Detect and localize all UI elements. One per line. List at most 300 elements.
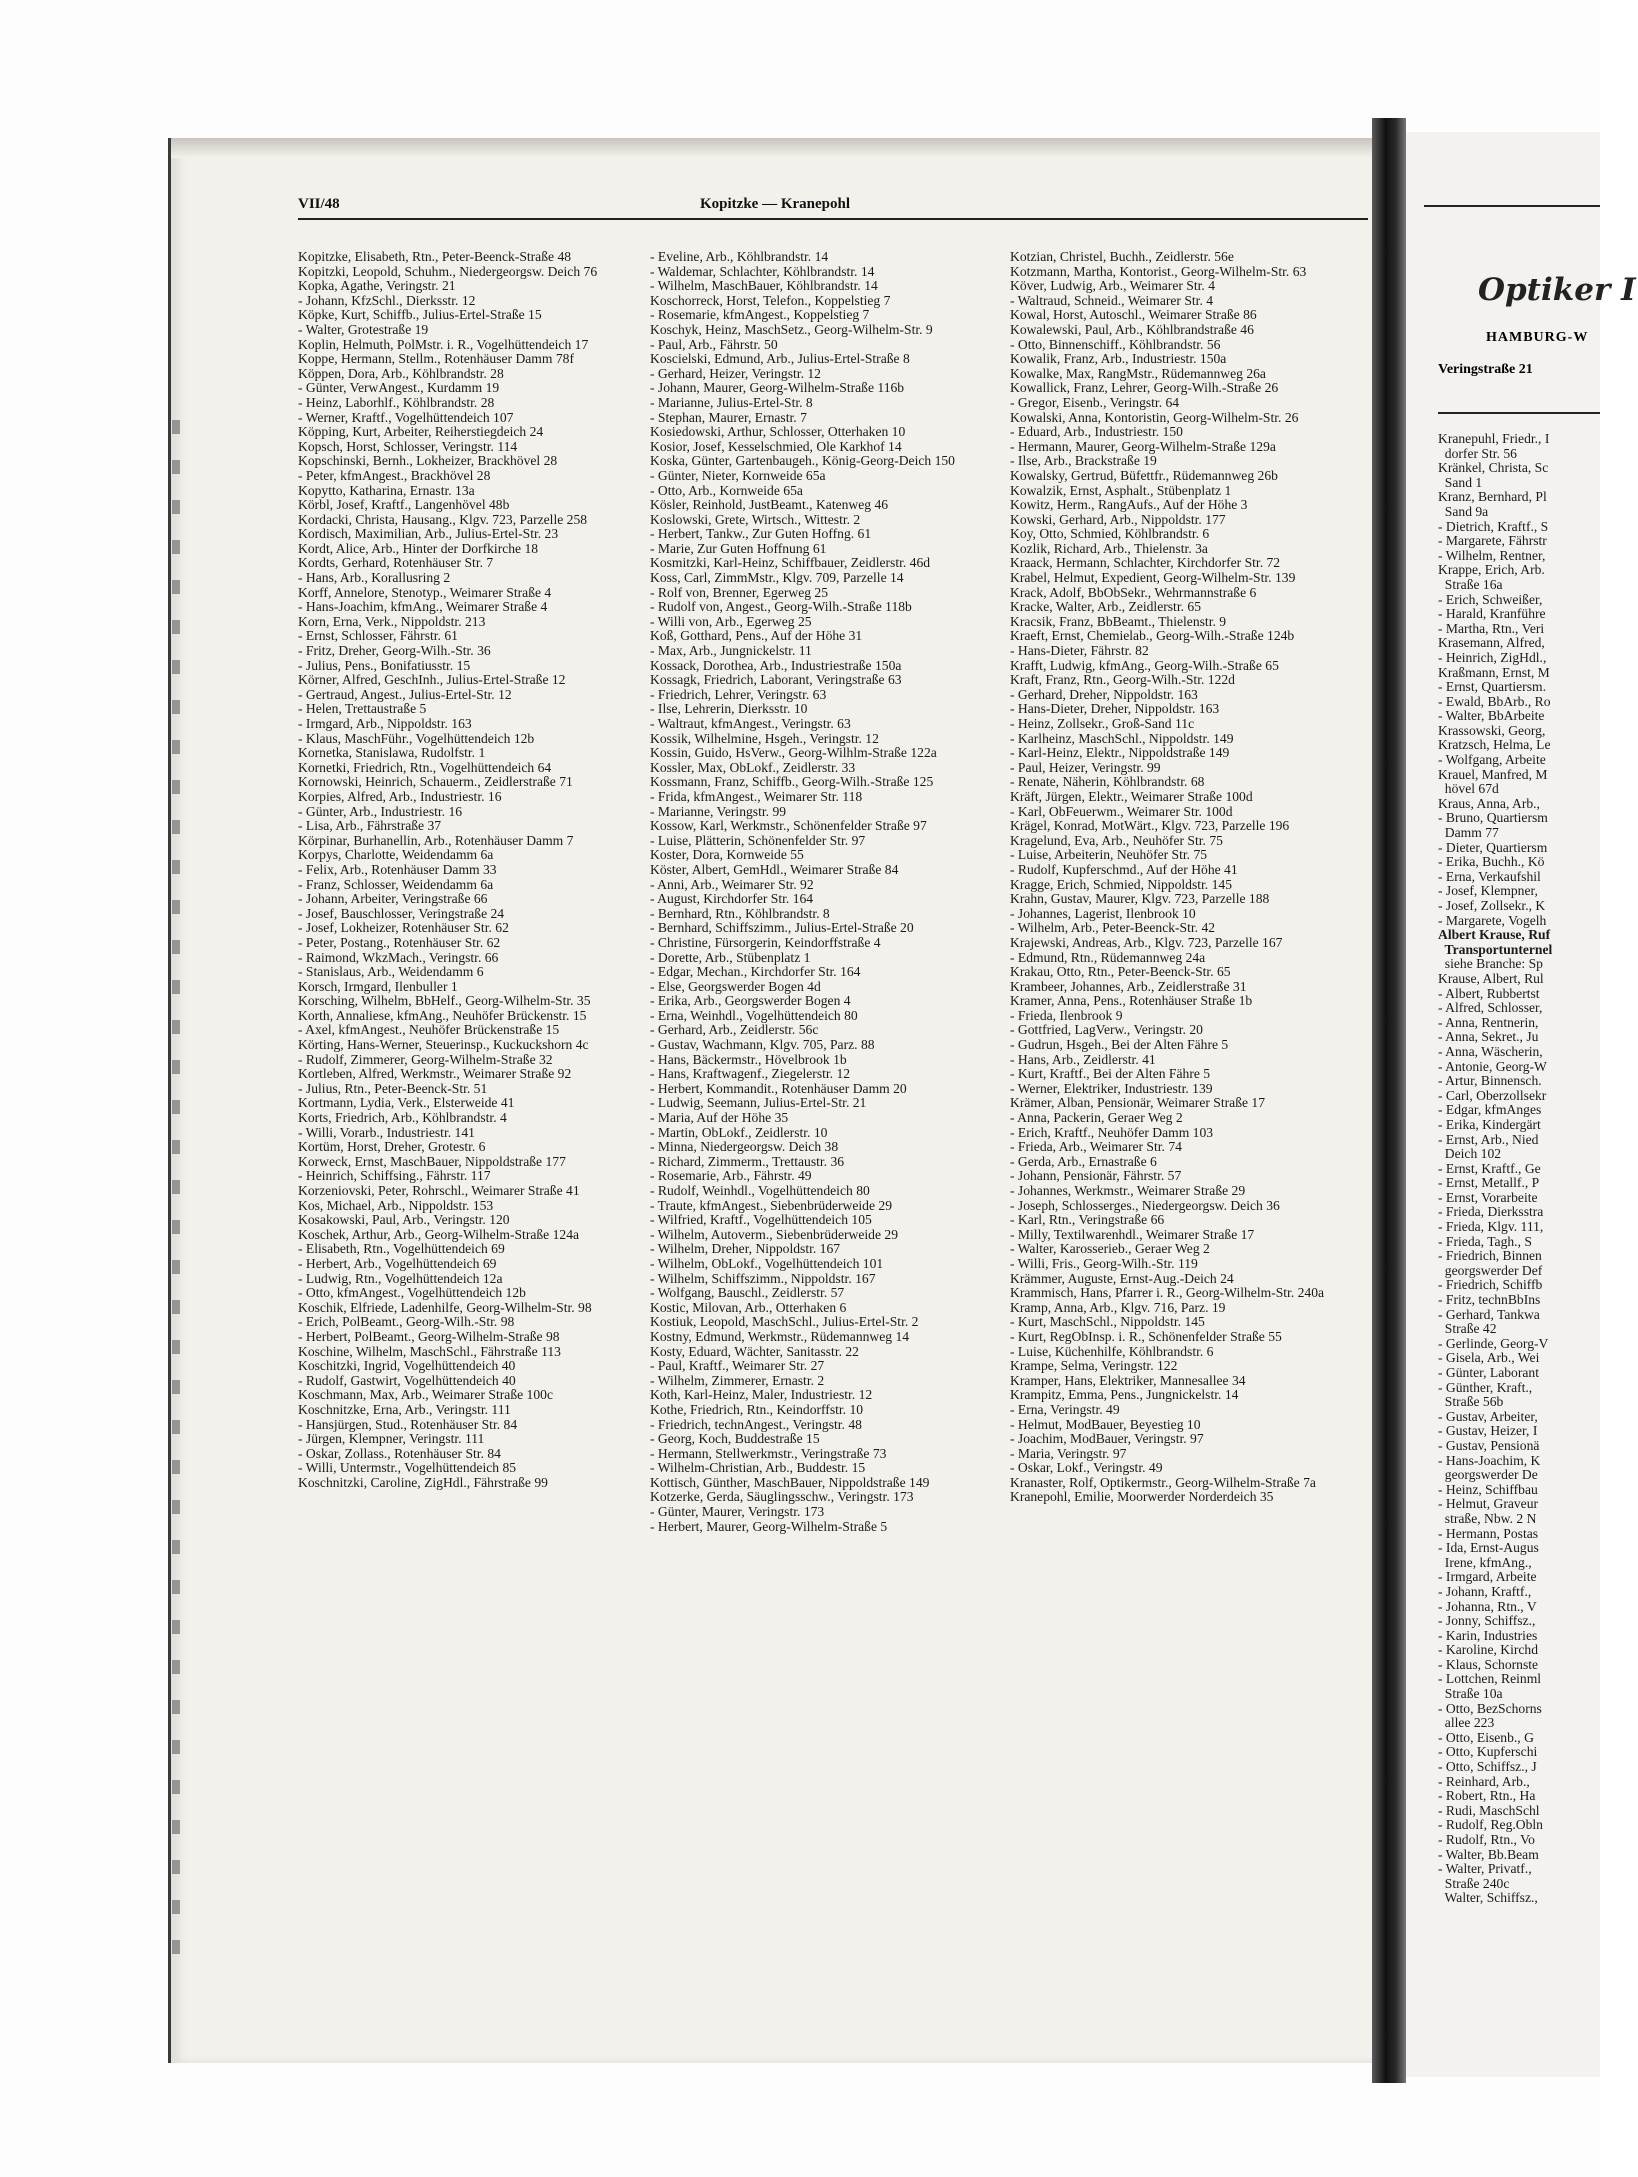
right-page-entry: - Otto, Kupferschi bbox=[1438, 1744, 1538, 1760]
directory-entry: - Luise, Arbeiterin, Neuhöfer Str. 75 bbox=[1010, 847, 1208, 863]
directory-entry: Koschyk, Heinz, MaschSetz., Georg-Wilhelm-Str. 9 bbox=[650, 321, 933, 337]
right-page-entry: Kränkel, Christa, Sc bbox=[1438, 460, 1549, 476]
directory-entry: - Wolfgang, Bauschl., Zeidlerstr. 57 bbox=[650, 1285, 845, 1301]
right-page-entry: - Wolfgang, Arbeite bbox=[1438, 752, 1546, 768]
right-page-entry: - Klaus, Schornste bbox=[1438, 1656, 1539, 1672]
right-page-entry: - Erna, Verkaufshil bbox=[1438, 868, 1541, 884]
directory-entry: - Hans-Dieter, Fährstr. 82 bbox=[1010, 643, 1149, 659]
directory-entry: Krambeer, Johannes, Arb., Zeidlerstraße 31 bbox=[1010, 978, 1247, 994]
directory-entry: - Stephan, Maurer, Ernastr. 7 bbox=[650, 409, 807, 425]
book-gutter bbox=[1372, 118, 1406, 2083]
directory-entry: Koschorreck, Horst, Telefon., Koppelstieg 7 bbox=[650, 292, 891, 308]
directory-entry: Kornetka, Stanislawa, Rudolfstr. 1 bbox=[298, 745, 486, 761]
directory-entry: Kowalsky, Gertrud, Büfettfr., Rüdemannweg 26b bbox=[1010, 467, 1278, 483]
directory-entry: - Gerhard, Heizer, Veringstr. 12 bbox=[650, 365, 821, 381]
directory-entry: - Günter, VerwAngest., Kurdamm 19 bbox=[298, 380, 500, 396]
directory-entry: - Fritz, Dreher, Georg-Wilh.-Str. 36 bbox=[298, 643, 491, 659]
optiker-ad-city: HAMBURG-W bbox=[1486, 330, 1589, 345]
right-page-entry: - Ernst, Metallf., P bbox=[1438, 1175, 1540, 1191]
directory-entry: - Wilhelm, MaschBauer, Köhlbrandstr. 14 bbox=[650, 278, 878, 294]
right-page-entry: Irene, kfmAng., bbox=[1438, 1554, 1532, 1570]
directory-entry: Körner, Alfred, GeschInh., Julius-Ertel-Straße 12 bbox=[298, 672, 566, 688]
right-page-entry: - Robert, Rtn., Ha bbox=[1438, 1788, 1536, 1804]
directory-entry: Kraft, Franz, Rtn., Georg-Wilh.-Str. 122d bbox=[1010, 672, 1235, 688]
directory-entry: Kramper, Hans, Elektriker, Mannesallee 34 bbox=[1010, 1372, 1246, 1388]
directory-entry: Kragge, Erich, Schmied, Nippoldstr. 145 bbox=[1010, 876, 1232, 892]
directory-entry: - Hans, Arb., Zeidlerstr. 41 bbox=[1010, 1051, 1156, 1067]
directory-entry: - Friedrich, Lehrer, Veringstr. 63 bbox=[650, 686, 827, 702]
directory-entry: - Marie, Zur Guten Hoffnung 61 bbox=[650, 540, 827, 556]
directory-entry: Kramp, Anna, Arb., Klgv. 716, Parz. 19 bbox=[1010, 1299, 1226, 1315]
directory-entry: Krammisch, Hans, Pfarrer i. R., Georg-Wilhelm-Str. 240a bbox=[1010, 1285, 1325, 1301]
directory-entry: Krägel, Konrad, MotWärt., Klgv. 723, Parzelle 196 bbox=[1010, 818, 1290, 834]
directory-entry: Kosior, Josef, Kesselschmied, Ole Karkhof 14 bbox=[650, 438, 902, 454]
directory-entry: Kostic, Milovan, Arb., Otterhaken 6 bbox=[650, 1299, 847, 1315]
directory-entry: - Günter, Arb., Industriestr. 16 bbox=[298, 803, 463, 819]
directory-column-3 bbox=[1010, 250, 1355, 2050]
directory-entry: - Franz, Schlosser, Weidendamm 6a bbox=[298, 876, 494, 892]
directory-entry: - Willi, Untermstr., Vogelhüttendeich 85 bbox=[298, 1460, 517, 1476]
right-page-entry: - Margarete, Vogelh bbox=[1438, 912, 1547, 928]
right-page-entry: Krause, Albert, Rul bbox=[1438, 970, 1544, 986]
directory-entry: Korpies, Alfred, Arb., Industriestr. 16 bbox=[298, 788, 502, 804]
directory-entry: - Renate, Näherin, Köhlbrandstr. 68 bbox=[1010, 774, 1205, 790]
right-page-entry: - Artur, Binnensch. bbox=[1438, 1073, 1542, 1089]
right-page-entry: Krasemann, Alfred, bbox=[1438, 635, 1545, 651]
right-page-entry: hövel 67d bbox=[1438, 781, 1499, 797]
directory-entry: Körting, Hans-Werner, Steuerinsp., Kuckuckshorn 4c bbox=[298, 1037, 589, 1053]
directory-entry: Krajewski, Andreas, Arb., Klgv. 723, Parzelle 167 bbox=[1010, 934, 1283, 950]
directory-entry: - Bernhard, Schiffszimm., Julius-Ertel-Straße 20 bbox=[650, 920, 914, 936]
directory-entry: - Traute, kfmAngest., Siebenbrüderweide 29 bbox=[650, 1197, 892, 1213]
directory-entry: Kopitzke, Elisabeth, Rtn., Peter-Beenck-Straße 48 bbox=[298, 249, 572, 264]
right-page-entry: - Irmgard, Arbeite bbox=[1438, 1569, 1537, 1585]
directory-entry: - Elisabeth, Rtn., Vogelhüttendeich 69 bbox=[298, 1241, 505, 1257]
directory-entry: - Herbert, PolBeamt., Georg-Wilhelm-Straße 98 bbox=[298, 1328, 560, 1344]
directory-entry: - Otto, Arb., Kornweide 65a bbox=[650, 482, 803, 498]
right-page-entry: - Harald, Kranführe bbox=[1438, 606, 1546, 622]
right-page-entry: - Otto, Schiffsz., J bbox=[1438, 1759, 1537, 1775]
directory-entry: Köver, Ludwig, Arb., Weimarer Str. 4 bbox=[1010, 278, 1215, 294]
right-page-entry: Albert Krause, Ruf bbox=[1438, 927, 1551, 943]
directory-entry: Koss, Carl, ZimmMstr., Klgv. 709, Parzelle 14 bbox=[650, 570, 904, 586]
directory-entry: - Hermann, Maurer, Georg-Wilhelm-Straße 129a bbox=[1010, 438, 1276, 454]
right-page-entry: - Walter, Bb.Beam bbox=[1438, 1846, 1539, 1862]
directory-entry: - Heinz, Zollsekr., Groß-Sand 11c bbox=[1010, 716, 1195, 731]
directory-entry: Kowski, Gerhard, Arb., Nippoldstr. 177 bbox=[1010, 511, 1226, 527]
right-page-entry: - Walter, BbArbeite bbox=[1438, 708, 1545, 724]
right-page-entry: - Rudolf, Rtn., Vo bbox=[1438, 1832, 1535, 1847]
directory-entry: Kossmann, Franz, Schiffb., Georg-Wilh.-Straße 125 bbox=[650, 774, 934, 790]
right-page-entry: - Anna, Sekret., Ju bbox=[1438, 1029, 1539, 1045]
directory-entry: - Friedrich, technAngest., Veringstr. 48 bbox=[650, 1416, 862, 1432]
right-page-entry: - Carl, Oberzollsekr bbox=[1438, 1087, 1547, 1103]
directory-entry: - Johann, Pensionär, Fährstr. 57 bbox=[1010, 1168, 1182, 1184]
right-page-entry: - Anna, Rentnerin, bbox=[1438, 1014, 1539, 1030]
directory-entry: Kotzerke, Gerda, Säuglingsschw., Veringstr. 173 bbox=[650, 1489, 914, 1505]
directory-entry: - Johann, Arbeiter, Veringstraße 66 bbox=[298, 891, 488, 907]
directory-entry: - Ludwig, Seemann, Julius-Ertel-Str. 21 bbox=[650, 1095, 867, 1111]
directory-entry: Köpke, Kurt, Schiffb., Julius-Ertel-Straße 15 bbox=[298, 307, 542, 323]
right-page-entry: - Ernst, Arb., Nied bbox=[1438, 1131, 1539, 1147]
directory-entry: - Marianne, Veringstr. 99 bbox=[650, 803, 787, 819]
directory-entry: Koppe, Hermann, Stellm., Rotenhäuser Damm 78f bbox=[298, 351, 574, 367]
directory-entry: - Georg, Koch, Buddestraße 15 bbox=[650, 1431, 820, 1447]
right-page-entry: Walter, Schiffsz., bbox=[1438, 1890, 1538, 1906]
right-page-entry: georgswerder De bbox=[1438, 1467, 1538, 1483]
directory-entry: Koslowski, Grete, Wirtsch., Wittestr. 2 bbox=[650, 511, 861, 527]
directory-entry: - Otto, Binnenschiff., Köhlbrandstr. 56 bbox=[1010, 336, 1221, 352]
right-page-entry: - Frieda, Klgv. 111, bbox=[1438, 1219, 1544, 1235]
directory-entry: Kossow, Karl, Werkmstr., Schönenfelder Straße 97 bbox=[650, 818, 927, 834]
right-page-entry: - Helmut, Graveur bbox=[1438, 1496, 1539, 1512]
directory-entry: Kowalski, Anna, Kontoristin, Georg-Wilhelm-Str. 26 bbox=[1010, 409, 1299, 425]
directory-entry: - Erika, Arb., Georgswerder Bogen 4 bbox=[650, 993, 851, 1009]
directory-entry: Kortmann, Lydia, Verk., Elsterweide 41 bbox=[298, 1095, 515, 1111]
directory-entry: - Christine, Fürsorgerin, Keindorffstraße 4 bbox=[650, 934, 881, 950]
directory-entry: - Helen, Trettaustraße 5 bbox=[298, 701, 427, 717]
right-page-entry: - Anna, Wäscherin, bbox=[1438, 1043, 1543, 1059]
directory-entry: Kracsik, Franz, BbBeamt., Thielenstr. 9 bbox=[1010, 613, 1227, 629]
right-page-entry: - Walter, Privatf., bbox=[1438, 1861, 1532, 1877]
directory-entry: - Klaus, MaschFühr., Vogelhüttendeich 12b bbox=[298, 730, 535, 746]
directory-entry: - Paul, Heizer, Veringstr. 99 bbox=[1010, 759, 1161, 775]
right-page-entry: - Josef, Klempner, bbox=[1438, 883, 1538, 899]
right-page-entry: - Ewald, BbArb., Ro bbox=[1438, 693, 1551, 709]
directory-entry: - Hansjürgen, Stud., Rotenhäuser Str. 84 bbox=[298, 1416, 518, 1432]
directory-entry: Kranepohl, Emilie, Moorwerder Norderdeich 35 bbox=[1010, 1489, 1274, 1505]
directory-entry: Kordts, Gerhard, Rotenhäuser Str. 7 bbox=[298, 555, 494, 571]
directory-entry: - Heinz, Laborhlf., Köhlbrandstr. 28 bbox=[298, 394, 495, 410]
right-page-entry: - Margarete, Fährstr bbox=[1438, 533, 1547, 549]
directory-entry: Kostiuk, Leopold, MaschSchl., Julius-Ertel-Str. 2 bbox=[650, 1314, 919, 1330]
directory-entry: Kowal, Horst, Autoschl., Weimarer Straße 86 bbox=[1010, 307, 1257, 323]
right-page-entry: Kraßmann, Ernst, M bbox=[1438, 664, 1550, 680]
right-page-entry: - Ida, Ernst-Augus bbox=[1438, 1540, 1539, 1556]
right-page-entry: Kranepuhl, Friedr., I bbox=[1438, 431, 1550, 446]
directory-entry: Koplin, Helmuth, PolMstr. i. R., Vogelhüttendeich 17 bbox=[298, 336, 589, 352]
right-page-entry: straße, Nbw. 2 N bbox=[1438, 1510, 1537, 1526]
directory-entry: Krabel, Helmut, Expedient, Georg-Wilhelm-Str. 139 bbox=[1010, 570, 1296, 586]
directory-entry: - Gertraud, Angest., Julius-Ertel-Str. 12 bbox=[298, 686, 512, 702]
directory-entry: Koska, Günter, Gartenbaugeh., König-Georg-Deich 150 bbox=[650, 453, 955, 469]
directory-entry: Krack, Adolf, BbObSekr., Wehrmannstraße 6 bbox=[1010, 584, 1257, 600]
directory-entry: - Edgar, Mechan., Kirchdorfer Str. 164 bbox=[650, 964, 861, 980]
right-page-entry: - Hans-Joachim, K bbox=[1438, 1452, 1541, 1468]
directory-entry: - Luise, Küchenhilfe, Köhlbrandstr. 6 bbox=[1010, 1343, 1214, 1359]
directory-entry: - Günter, Nieter, Kornweide 65a bbox=[650, 467, 826, 483]
right-page-entry: - Heinrich, ZigHdl., bbox=[1438, 649, 1547, 665]
right-page-entry: - Gisela, Arb., Wei bbox=[1438, 1350, 1540, 1366]
directory-entry: Kopytto, Katharina, Ernastr. 13a bbox=[298, 482, 475, 498]
directory-entry: Kortüm, Horst, Dreher, Grotestr. 6 bbox=[298, 1139, 486, 1155]
directory-entry: - Julius, Pens., Bonifatiusstr. 15 bbox=[298, 657, 471, 673]
directory-entry: Kostny, Edmund, Werkmstr., Rüdemannweg 14 bbox=[650, 1328, 910, 1344]
right-page-entry: dorfer Str. 56 bbox=[1438, 445, 1517, 461]
directory-entry: Korsch, Irmgard, Ilenbuller 1 bbox=[298, 978, 458, 994]
right-page-entry: Deich 102 bbox=[1438, 1146, 1502, 1162]
directory-entry: - Paul, Kraftf., Weimarer Str. 27 bbox=[650, 1358, 825, 1374]
directory-entry: Kraack, Hermann, Schlachter, Kirchdorfer Str. 72 bbox=[1010, 555, 1281, 571]
directory-entry: - Gerhard, Dreher, Nippoldstr. 163 bbox=[1010, 686, 1198, 702]
right-page-entry: Straße 56b bbox=[1438, 1394, 1504, 1410]
directory-entry: Kosakowski, Paul, Arb., Veringstr. 120 bbox=[298, 1212, 510, 1228]
directory-entry: Kothe, Friedrich, Rtn., Keindorffstr. 10 bbox=[650, 1401, 864, 1417]
directory-entry: Korzeniovski, Peter, Rohrschl., Weimarer Straße 41 bbox=[298, 1183, 580, 1198]
directory-entry: - Otto, kfmAngest., Vogelhüttendeich 12b bbox=[298, 1285, 526, 1301]
directory-entry: - Joachim, ModBauer, Veringstr. 97 bbox=[1010, 1431, 1204, 1447]
right-page-entry: - Josef, Zollsekr., K bbox=[1438, 898, 1546, 913]
directory-entry: Krampe, Selma, Veringstr. 122 bbox=[1010, 1358, 1178, 1374]
directory-entry: - Dorette, Arb., Stübenplatz 1 bbox=[650, 949, 811, 965]
right-page-entry: - Erika, Buchh., Kö bbox=[1438, 854, 1545, 870]
right-page-entry: - Ernst, Kraftf., Ge bbox=[1438, 1160, 1541, 1176]
directory-entry: Koß, Gotthard, Pens., Auf der Höhe 31 bbox=[650, 628, 863, 644]
right-page-entry: - Rudi, MaschSchl bbox=[1438, 1802, 1540, 1818]
directory-entry: Korweck, Ernst, MaschBauer, Nippoldstraße 177 bbox=[298, 1153, 566, 1169]
directory-entry: - Julius, Rtn., Peter-Beenck-Str. 51 bbox=[298, 1080, 488, 1096]
right-page-entry: Kranz, Bernhard, Pl bbox=[1438, 489, 1547, 505]
right-page-entry: allee 223 bbox=[1438, 1715, 1495, 1731]
directory-entry: - Oskar, Lokf., Veringstr. 49 bbox=[1010, 1460, 1163, 1476]
directory-entry: Kordt, Alice, Arb., Hinter der Dorfkirche 18 bbox=[298, 540, 539, 556]
optiker-ad-street: Veringstraße 21 bbox=[1438, 362, 1533, 377]
directory-entry: - Erich, Kraftf., Neuhöfer Damm 103 bbox=[1010, 1124, 1214, 1140]
right-page-entry: - Günther, Kraft., bbox=[1438, 1379, 1533, 1395]
directory-entry: - Lisa, Arb., Fährstraße 37 bbox=[298, 818, 442, 834]
directory-entry: - Wilhelm, ObLokf., Vogelhüttendeich 101 bbox=[650, 1255, 884, 1271]
directory-entry: - Ilse, Lehrerin, Dierksstr. 10 bbox=[650, 701, 808, 717]
directory-entry: - Josef, Bauschlosser, Veringstraße 24 bbox=[298, 905, 505, 921]
directory-entry: - Frieda, Arb., Weimarer Str. 74 bbox=[1010, 1139, 1182, 1155]
directory-entry: - Luise, Plätterin, Schönenfelder Str. 97 bbox=[650, 832, 866, 848]
directory-entry: Kos, Michael, Arb., Nippoldstr. 153 bbox=[298, 1197, 494, 1213]
directory-entry: - Wilhelm, Dreher, Nippoldstr. 167 bbox=[650, 1241, 841, 1257]
directory-entry: - Johann, Maurer, Georg-Wilhelm-Straße 116b bbox=[650, 380, 905, 396]
directory-entry: - Hans-Dieter, Dreher, Nippoldstr. 163 bbox=[1010, 701, 1220, 717]
right-page-entry: - Frieda, Dierksstra bbox=[1438, 1204, 1544, 1220]
directory-entry: - Werner, Kraftf., Vogelhüttendeich 107 bbox=[298, 409, 514, 425]
header-rule bbox=[298, 218, 1368, 220]
directory-entry: - Maria, Veringstr. 97 bbox=[1010, 1445, 1127, 1461]
right-page-entry: - Martha, Rtn., Veri bbox=[1438, 620, 1545, 636]
directory-entry: Körbl, Josef, Kraftf., Langenhövel 48b bbox=[298, 497, 510, 513]
right-page-entry: - Erich, Schweißer, bbox=[1438, 591, 1543, 607]
right-page-entry: - Rudolf, Reg.Obln bbox=[1438, 1817, 1543, 1833]
right-page-entry: - Albert, Rubbertst bbox=[1438, 985, 1540, 1001]
right-page-top-rule bbox=[1424, 205, 1600, 207]
directory-entry: - Wilhelm, Autoverm., Siebenbrüderweide 29 bbox=[650, 1226, 898, 1242]
directory-entry: Koschik, Elfriede, Ladenhilfe, Georg-Wilhelm-Str. 98 bbox=[298, 1299, 592, 1315]
right-page-entry: - Bruno, Quartiersm bbox=[1438, 810, 1548, 826]
right-page-entry: - Gustav, Arbeiter, bbox=[1438, 1408, 1538, 1424]
directory-entry: Kosiedowski, Arthur, Schlosser, Otterhaken 10 bbox=[650, 424, 906, 440]
directory-entry: Kowitz, Herm., RangAufs., Auf der Höhe 3 bbox=[1010, 497, 1248, 513]
right-page-entry: - Wilhelm, Rentner, bbox=[1438, 547, 1546, 563]
directory-entry: - Ernst, Schlosser, Fährstr. 61 bbox=[298, 628, 458, 644]
directory-entry: - Waldemar, Schlachter, Köhlbrandstr. 14 bbox=[650, 263, 875, 279]
directory-entry: Koy, Otto, Schmied, Köhlbrandstr. 6 bbox=[1010, 526, 1210, 542]
right-page-entry: Straße 240c bbox=[1438, 1875, 1510, 1891]
directory-entry: - Gottfried, LagVerw., Veringstr. 20 bbox=[1010, 1022, 1203, 1038]
directory-entry: - Jürgen, Klempner, Veringstr. 111 bbox=[298, 1431, 485, 1447]
directory-entry: - Kurt, MaschSchl., Nippoldstr. 145 bbox=[1010, 1314, 1205, 1330]
directory-entry: Kossler, Max, ObLokf., Zeidlerstr. 33 bbox=[650, 759, 856, 775]
directory-entry: Korts, Friedrich, Arb., Köhlbrandstr. 4 bbox=[298, 1110, 507, 1126]
directory-entry: Koschmann, Max, Arb., Weimarer Straße 100c bbox=[298, 1387, 553, 1403]
directory-entry: Kranaster, Rolf, Optikermstr., Georg-Wilhelm-Straße 7a bbox=[1010, 1474, 1316, 1490]
right-page-entry: Damm 77 bbox=[1438, 825, 1499, 841]
right-page-entry: - Karoline, Kirchd bbox=[1438, 1642, 1539, 1658]
directory-entry: - Minna, Niedergeorgsw. Deich 38 bbox=[650, 1139, 839, 1155]
right-page-entry: - Ernst, Vorarbeite bbox=[1438, 1189, 1538, 1205]
directory-entry: - Bernhard, Rtn., Köhlbrandstr. 8 bbox=[650, 905, 830, 921]
directory-entry: Kopsch, Horst, Schlosser, Veringstr. 114 bbox=[298, 438, 518, 454]
directory-entry: Koth, Karl-Heinz, Maler, Industriestr. 12 bbox=[650, 1387, 873, 1403]
directory-entry: - Frieda, Ilenbrook 9 bbox=[1010, 1007, 1123, 1023]
page-number: VII/48 bbox=[298, 196, 340, 212]
directory-entry: - Herbert, Arb., Vogelhüttendeich 69 bbox=[298, 1255, 497, 1271]
directory-entry: Koschek, Arthur, Arb., Georg-Wilhelm-Straße 124a bbox=[298, 1226, 580, 1242]
directory-entry: - Gregor, Eisenb., Veringstr. 64 bbox=[1010, 394, 1180, 410]
directory-entry: Kossagk, Friedrich, Laborant, Veringstraße 63 bbox=[650, 672, 902, 688]
right-page-ad-rule bbox=[1438, 412, 1600, 414]
right-page-entry: - Erika, Kindergärt bbox=[1438, 1116, 1541, 1132]
directory-entry: Kösler, Reinhold, JustBeamt., Katenweg 46 bbox=[650, 497, 889, 513]
right-page-entry: - Otto, Eisenb., G bbox=[1438, 1729, 1534, 1745]
directory-entry: - Karl, Rtn., Veringstraße 66 bbox=[1010, 1212, 1165, 1228]
directory-entry: - Axel, kfmAngest., Neuhöfer Brückenstraße 15 bbox=[298, 1022, 560, 1038]
directory-entry: - Hans, Arb., Korallusring 2 bbox=[298, 570, 451, 586]
directory-entry: Kordisch, Maximilian, Arb., Julius-Ertel-Str. 23 bbox=[298, 526, 559, 542]
directory-entry: - Edmund, Rtn., Rüdemannweg 24a bbox=[1010, 949, 1206, 965]
directory-entry: - Josef, Lokheizer, Rotenhäuser Str. 62 bbox=[298, 920, 509, 936]
directory-entry: Kopka, Agathe, Veringstr. 21 bbox=[298, 278, 456, 294]
directory-entry: - Heinrich, Schiffsing., Fährstr. 117 bbox=[298, 1168, 491, 1184]
directory-entry: - Wilhelm-Christian, Arb., Buddestr. 15 bbox=[650, 1460, 866, 1476]
directory-entry: Kozlik, Richard, Arb., Thielenstr. 3a bbox=[1010, 540, 1208, 556]
right-page-entry: Sand 9a bbox=[1438, 503, 1489, 519]
directory-entry: - Waltraud, Schneid., Weimarer Str. 4 bbox=[1010, 292, 1214, 308]
directory-entry: - Gustav, Wachmann, Klgv. 705, Parz. 88 bbox=[650, 1037, 875, 1053]
directory-entry: - Hermann, Stellwerkmstr., Veringstraße 73 bbox=[650, 1445, 887, 1461]
right-page-entry: Kratzsch, Helma, Le bbox=[1438, 737, 1551, 753]
right-page-entry: - Karin, Industries bbox=[1438, 1627, 1538, 1643]
right-page-entry: Kraus, Anna, Arb., bbox=[1438, 795, 1540, 811]
right-page-entry: - Edgar, kfmAnges bbox=[1438, 1102, 1542, 1118]
directory-entry: - Else, Georgswerder Bogen 4d bbox=[650, 978, 821, 994]
directory-entry: - Herbert, Tankw., Zur Guten Hoffng. 61 bbox=[650, 526, 872, 542]
directory-entry: - Gerhard, Arb., Zeidlerstr. 56c bbox=[650, 1022, 819, 1038]
directory-entry: Kowalik, Franz, Arb., Industriestr. 150a bbox=[1010, 351, 1227, 367]
directory-entry: Köpping, Kurt, Arbeiter, Reiherstiegdeich 24 bbox=[298, 424, 544, 440]
directory-entry: - Maria, Auf der Höhe 35 bbox=[650, 1110, 789, 1126]
directory-entry: - Erna, Veringstr. 49 bbox=[1010, 1401, 1120, 1417]
right-page-entry: georgswerder Def bbox=[1438, 1262, 1543, 1278]
directory-entry: - Martin, ObLokf., Zeidlerstr. 10 bbox=[650, 1124, 828, 1140]
directory-entry: - Wilhelm, Arb., Peter-Beenck-Str. 42 bbox=[1010, 920, 1216, 936]
right-page-entry: - Gustav, Heizer, I bbox=[1438, 1423, 1538, 1439]
right-page-entry: - Reinhard, Arb., bbox=[1438, 1773, 1530, 1789]
directory-entry: - Anna, Packerin, Geraer Weg 2 bbox=[1010, 1110, 1183, 1126]
directory-entry: - Gerda, Arb., Ernastraße 6 bbox=[1010, 1153, 1157, 1169]
right-page-entry: - Fritz, technBbIns bbox=[1438, 1292, 1541, 1308]
directory-entry: Krampitz, Emma, Pens., Jungnickelstr. 14 bbox=[1010, 1387, 1239, 1403]
directory-entry: - Kurt, RegObInsp. i. R., Schönenfelder Straße 55 bbox=[1010, 1328, 1282, 1344]
right-page-entry: - Günter, Laborant bbox=[1438, 1365, 1539, 1380]
directory-entry: Kordacki, Christa, Hausang., Klgv. 723, Parzelle 258 bbox=[298, 511, 588, 527]
directory-entry: - Erna, Weinhdl., Vogelhüttendeich 80 bbox=[650, 1007, 858, 1023]
directory-column-1 bbox=[298, 250, 633, 2050]
directory-entry: Körpinar, Burhanellin, Arb., Rotenhäuser Damm 7 bbox=[298, 832, 574, 848]
directory-entry: Kornetki, Friedrich, Rtn., Vogelhüttendeich 64 bbox=[298, 759, 552, 775]
directory-entry: Köster, Albert, GemHdl., Weimarer Straße 84 bbox=[650, 861, 899, 877]
directory-entry: Kräft, Jürgen, Elektr., Weimarer Straße 100d bbox=[1010, 788, 1253, 804]
directory-column-2 bbox=[650, 250, 985, 2050]
right-page-entry: Transportunternel bbox=[1438, 941, 1553, 957]
directory-entry: - Walter, Grotestraße 19 bbox=[298, 321, 429, 337]
right-page-entry: - Gerlinde, Georg-V bbox=[1438, 1335, 1549, 1351]
directory-entry: Korn, Erna, Verk., Nippoldstr. 213 bbox=[298, 613, 486, 629]
directory-entry: - Stanislaus, Arb., Weidendamm 6 bbox=[298, 964, 484, 980]
directory-entry: - Eveline, Arb., Köhlbrandstr. 14 bbox=[650, 249, 829, 264]
right-page-entry: Straße 42 bbox=[1438, 1321, 1497, 1337]
directory-entry: - Karl, ObFeuerwm., Weimarer Str. 100d bbox=[1010, 803, 1233, 819]
right-page-entry: - Lottchen, Reinml bbox=[1438, 1671, 1542, 1687]
directory-entry: Koschnitzke, Erna, Arb., Veringstr. 111 bbox=[298, 1401, 511, 1417]
right-page-entry: - Dietrich, Kraftf., S bbox=[1438, 518, 1549, 534]
directory-entry: Kotzian, Christel, Buchh., Zeidlerstr. 56e bbox=[1010, 249, 1234, 264]
right-page-entry: - Otto, BezSchorns bbox=[1438, 1700, 1542, 1716]
directory-entry: - Willi, Fris., Georg-Wilh.-Str. 119 bbox=[1010, 1255, 1198, 1271]
directory-entry: Kowalzik, Ernst, Asphalt., Stübenplatz 1 bbox=[1010, 482, 1232, 498]
directory-entry: - Karl-Heinz, Elektr., Nippoldstraße 149 bbox=[1010, 745, 1230, 761]
directory-entry: - Günter, Maurer, Veringstr. 173 bbox=[650, 1504, 825, 1520]
right-page-entry: Straße 16a bbox=[1438, 576, 1503, 592]
directory-entry: - Paul, Arb., Fährstr. 50 bbox=[650, 336, 778, 352]
directory-entry: - Hans, Kraftwagenf., Ziegelerstr. 12 bbox=[650, 1066, 851, 1082]
directory-entry: - Kurt, Kraftf., Bei der Alten Fähre 5 bbox=[1010, 1066, 1211, 1082]
directory-entry: Koscielski, Edmund, Arb., Julius-Ertel-Straße 8 bbox=[650, 351, 910, 367]
directory-entry: - Rudolf, Zimmerer, Georg-Wilhelm-Straße 32 bbox=[298, 1051, 553, 1067]
directory-entry: Kowallick, Franz, Lehrer, Georg-Wilh.-Straße 26 bbox=[1010, 380, 1279, 396]
directory-entry: Koster, Dora, Kornweide 55 bbox=[650, 847, 804, 863]
directory-entry: - Werner, Elektriker, Industriestr. 139 bbox=[1010, 1080, 1213, 1096]
directory-entry: - Herbert, Maurer, Georg-Wilhelm-Straße 5 bbox=[650, 1518, 888, 1534]
directory-entry: - Wilhelm, Schiffszimm., Nippoldstr. 167 bbox=[650, 1270, 876, 1286]
right-page-entry: - Friedrich, Binnen bbox=[1438, 1248, 1542, 1264]
directory-entry: Krämmer, Auguste, Ernst-Aug.-Deich 24 bbox=[1010, 1270, 1234, 1286]
directory-entry: Kosty, Eduard, Wächter, Sanitasstr. 22 bbox=[650, 1343, 859, 1359]
directory-entry: - Oskar, Zollass., Rotenhäuser Str. 84 bbox=[298, 1445, 501, 1461]
page-edge-marks bbox=[172, 420, 180, 1980]
directory-entry: - Rudolf von, Angest., Georg-Wilh.-Straße 118b bbox=[650, 599, 912, 615]
right-page-entry: - Alfred, Schlosser, bbox=[1438, 1000, 1543, 1016]
directory-entry: - Rolf von, Brenner, Egerweg 25 bbox=[650, 584, 829, 600]
directory-entry: - Erich, PolBeamt., Georg-Wilh.-Str. 98 bbox=[298, 1314, 515, 1330]
right-page-entry: - Antonie, Georg-W bbox=[1438, 1058, 1547, 1074]
right-page-column bbox=[1438, 432, 1638, 2072]
directory-entry: Kragelund, Eva, Arb., Neuhöfer Str. 75 bbox=[1010, 832, 1223, 848]
directory-entry: Korsching, Wilhelm, BbHelf., Georg-Wilhelm-Str. 35 bbox=[298, 993, 591, 1009]
right-page-entry: - Hermann, Postas bbox=[1438, 1525, 1539, 1541]
directory-entry: - Peter, kfmAngest., Brackhövel 28 bbox=[298, 467, 491, 483]
directory-entry: - Helmut, ModBauer, Beyestieg 10 bbox=[1010, 1416, 1201, 1432]
directory-entry: Köppen, Dora, Arb., Köhlbrandstr. 28 bbox=[298, 365, 504, 381]
directory-entry: Korpys, Charlotte, Weidendamm 6a bbox=[298, 847, 494, 863]
directory-entry: - Peter, Postang., Rotenhäuser Str. 62 bbox=[298, 934, 501, 950]
right-page-entry: - Johanna, Rtn., V bbox=[1438, 1598, 1537, 1614]
